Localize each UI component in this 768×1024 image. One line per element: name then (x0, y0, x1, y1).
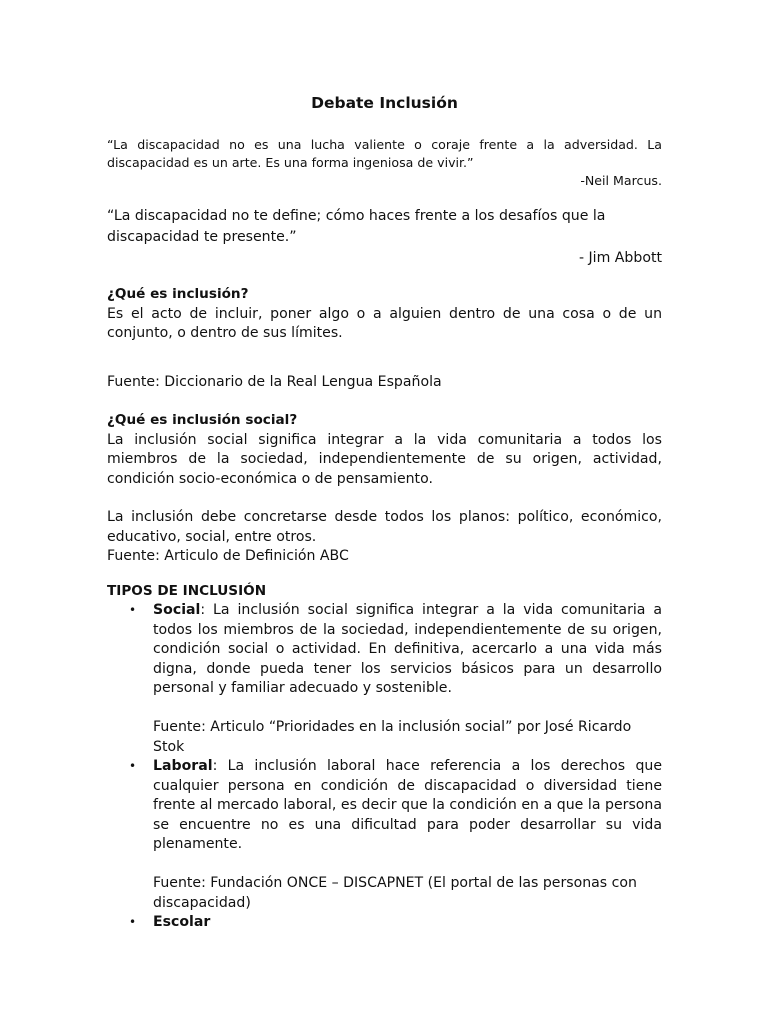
quote-1 (107, 136, 662, 190)
section-2-source: Fuente: Articulo de Definición ABC (107, 548, 349, 564)
bullet-icon: • (129, 603, 137, 617)
bullet-icon: • (129, 915, 137, 929)
list-item-escolar (107, 913, 662, 933)
type-laboral-source: Fuente: Fundación ONCE – DISCAPNET (El portal de las personas con discapacidad) (153, 875, 637, 911)
list-item-social (107, 601, 662, 757)
type-social-text: : La inclusión social significa integrar a la vida comunitaria a todos los miembros de la sociedad, independientemente de su origen, condición social o actividad. En definitiva, acercarlo a una vida más digna, donde pueda tener los servicios básicos para un desarrollo personal y familiar adecuado y sostenible. (153, 602, 662, 696)
quote-2-author: - Jim Abbott (578, 250, 662, 266)
section-2-heading: ¿Qué es inclusión social? (107, 412, 298, 428)
section-1-text: Es el acto de incluir, poner algo o a alguien dentro de una cosa o de un conjunto, o dentro de sus límites. (107, 305, 662, 341)
type-social-label: Social (153, 602, 201, 618)
types-list (107, 601, 662, 933)
section-1-source: Fuente: Diccionario de la Real Lengua Española (107, 374, 442, 390)
section-what-is-inclusion (107, 285, 662, 344)
section-what-is-social-inclusion (107, 411, 662, 489)
page-title: Debate Inclusión (311, 94, 458, 112)
section-2-text-2: La inclusión debe concretarse desde todos los planos: político, económico, educativo, social, entre otros. (107, 509, 662, 545)
type-laboral-text: : La inclusión laboral hace referencia a los derechos que cualquier persona en condición de discapacidad o diversidad tiene frente al mercado laboral, es decir que la condición en a que la persona se encuentre no es una dificultad para poder desarrollar su vida plenamente. (153, 758, 662, 852)
section-1-heading: ¿Qué es inclusión? (107, 286, 249, 302)
quote-2 (107, 206, 662, 269)
type-laboral-label: Laboral (153, 758, 213, 774)
quote-1-author: -Neil Marcus. (580, 173, 662, 188)
list-item-laboral (107, 757, 662, 913)
quote-2-text: “La discapacidad no te define; cómo haces frente a los desafíos que la discapacidad te presente.” (107, 208, 606, 245)
section-2-text: La inclusión social significa integrar a la vida comunitaria a todos los miembros de la sociedad, independientemente de su origen, actividad, condición socio-económica o de pensamiento. (107, 431, 662, 487)
quote-1-text: “La discapacidad no es una lucha valiente o coraje frente a la adversidad. La discapacidad es un arte. Es una forma ingeniosa de vivir.” (107, 137, 662, 170)
type-escolar-label: Escolar (153, 914, 211, 930)
section-2-extra (107, 508, 662, 567)
types-heading: TIPOS DE INCLUSIÓN (107, 583, 267, 599)
bullet-icon: • (129, 759, 137, 773)
type-social-source: Fuente: Articulo “Prioridades en la inclusión social” por José Ricardo Stok (153, 719, 632, 755)
